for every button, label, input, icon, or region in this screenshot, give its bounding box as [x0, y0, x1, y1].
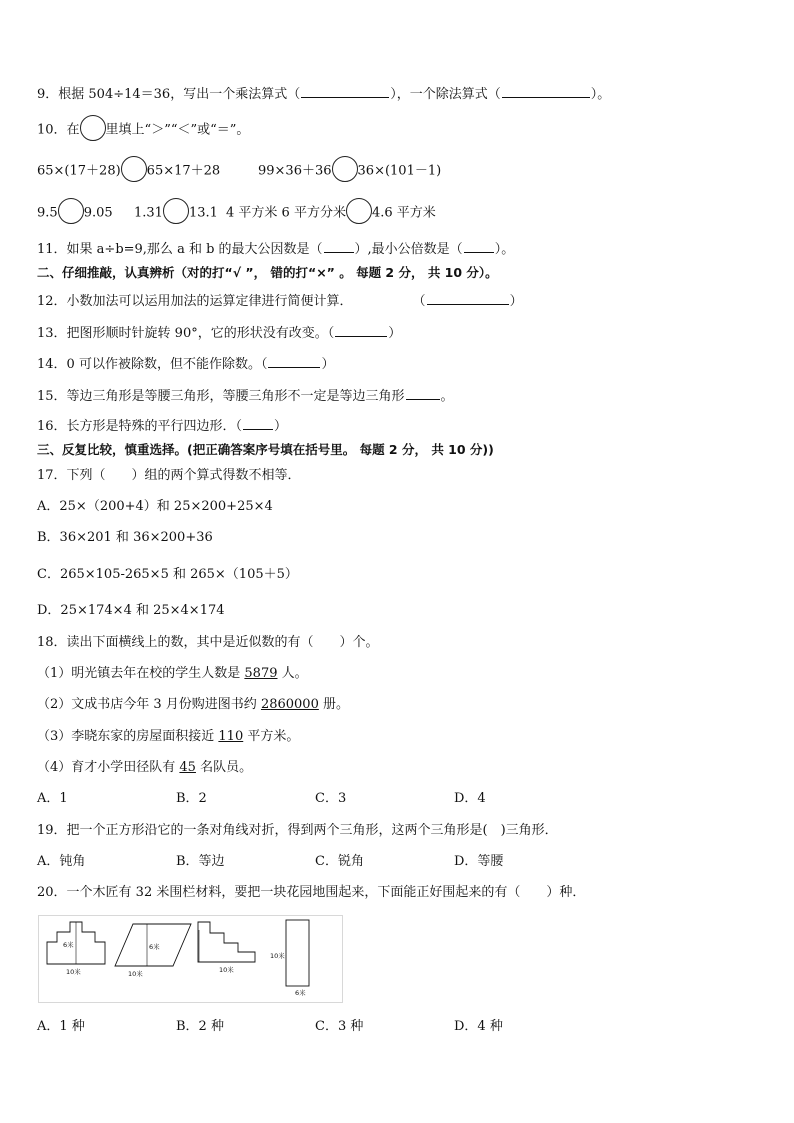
q12-answer-blank[interactable]	[427, 290, 509, 305]
q18-stem: 18．读出下面横线上的数，其中是近似数的有（ ）个。	[37, 635, 379, 650]
q19-option-b[interactable]: B．等边	[176, 854, 225, 869]
q19-options	[37, 853, 503, 871]
compare-circle-4[interactable]	[163, 198, 189, 224]
q17-option-b[interactable]: B．36×201 和 36×200+36	[37, 530, 213, 545]
shape-2	[115, 924, 191, 978]
q19-stem: 19．把一个正方形沿它的一条对角线对折，得到两个三角形，这两个三角形是( )三角形．	[37, 823, 558, 838]
q18-item-2-suffix: 册。	[318, 697, 349, 712]
q18-options	[37, 790, 486, 808]
q16-paren-close: ）	[274, 419, 288, 434]
q18-item-3-suffix: 平方米。	[243, 729, 300, 744]
q15-end: 。	[440, 389, 454, 404]
q10-row2-c-right: 4.6 平方米	[371, 205, 436, 221]
compare-circle-1[interactable]	[121, 156, 147, 182]
q18-item-1-suffix: 人。	[277, 666, 308, 681]
q9-text-c: ）。	[590, 87, 611, 102]
q10-intro	[37, 119, 249, 141]
q17-option-d[interactable]: D．25×174×4 和 25×4×174	[37, 603, 225, 618]
q12-text: 12．小数加法可以运用加法的运算定律进行简便计算．	[37, 294, 353, 309]
q15-text: 15．等边三角形是等腰三角形，等腰三角形不一定是等边三角形	[37, 389, 405, 404]
q11-text-c: ）。	[494, 242, 515, 257]
q18-item-3	[37, 728, 299, 746]
q20-option-d[interactable]: D．4 种	[454, 1019, 503, 1034]
q18-item-3-number: 110	[218, 729, 244, 744]
q10-intro-b: 里填上“＞”“＜”或“＝”。	[105, 122, 250, 138]
q10-row1-b-right: 36×(101－1)	[357, 163, 442, 179]
shape-4-height-label: 10米	[270, 952, 285, 960]
q10-row2-b-left: 1.31	[134, 205, 163, 221]
q20-stem: 20．一个木匠有 32 米围栏材料，要把一块花园地围起来，下面能正好围起来的有（ ）种．	[37, 885, 586, 900]
shape-3	[198, 922, 255, 974]
shape-4	[270, 920, 309, 997]
q16-line	[37, 415, 287, 436]
q18-option-d[interactable]: D．4	[454, 791, 486, 806]
q12-line	[37, 290, 523, 311]
q9-line	[37, 83, 610, 104]
q9-text-b: ），一个除法算式（	[390, 87, 501, 102]
q18-item-1-prefix: （1）明光镇去年在校的学生人数是	[37, 666, 245, 681]
q10-row1-a-left: 65×(17＋28)	[37, 163, 121, 179]
q18-item-1	[37, 665, 308, 683]
section-2-heading: 二、仔细推敲，认真辨析（对的打“√ ”， 错的打“×” 。 每题 2 分， 共 10 分）。	[37, 265, 498, 280]
compare-circle-5[interactable]	[346, 198, 372, 224]
shape-2-width-label: 10米	[128, 970, 143, 978]
q17-option-c[interactable]: C．265×105-265×5 和 265×（105＋5）	[37, 567, 298, 582]
q20-shapes-svg	[39, 916, 342, 1002]
q10-row2c	[226, 202, 436, 224]
q13-answer-blank[interactable]	[335, 322, 387, 337]
section-3-heading: 三、反复比较，慎重选择。(把正确答案序号填在括号里。 每题 2 分， 共 10 分))	[37, 442, 494, 457]
q18-item-2-prefix: （2）文成书店今年 3 月份购进图书约	[37, 697, 261, 712]
q18-option-c[interactable]: C．3	[315, 791, 347, 806]
q14-text: 14．0 可以作被除数，但不能作除数。（	[37, 357, 268, 372]
q19-option-d[interactable]: D．等腰	[454, 854, 504, 869]
q10-intro-a: 10．在	[37, 122, 80, 138]
q14-line	[37, 353, 334, 374]
q13-line	[37, 322, 401, 343]
q11-lcm-blank[interactable]	[464, 238, 494, 253]
q18-item-1-number: 5879	[244, 666, 278, 681]
q13-paren-close: ）	[388, 326, 402, 341]
q10-row1b	[258, 160, 441, 182]
q16-text: 16．长方形是特殊的平行四边形．（	[37, 419, 243, 434]
q9-text-a: 9．根据 504÷14＝36，写出一个乘法算式（	[37, 87, 301, 102]
q18-item-3-prefix: （3）李晓东家的房屋面积接近	[37, 729, 219, 744]
q11-gcd-blank[interactable]	[324, 238, 354, 253]
q10-row1-a-right: 65×17＋28	[146, 163, 221, 179]
q18-item-2-number: 2860000	[260, 697, 319, 712]
q20-options	[37, 1018, 503, 1036]
compare-circle	[80, 115, 106, 141]
q10-row2a	[37, 202, 113, 224]
q11-text-a: 11．如果 a÷b=9,那么 a 和 b 的最大公因数是（	[37, 242, 323, 257]
q20-option-c[interactable]: C．3 种	[315, 1019, 364, 1034]
q16-answer-blank[interactable]	[243, 415, 273, 430]
shape-1-height-label: 6米	[63, 941, 74, 949]
compare-circle-3[interactable]	[58, 198, 84, 224]
q14-paren-close: ）	[321, 357, 335, 372]
shape-1	[47, 922, 105, 976]
q9-multiplication-blank[interactable]	[301, 83, 389, 98]
q18-option-b[interactable]: B．2	[176, 791, 207, 806]
q10-row2-b-right: 13.1	[188, 205, 218, 221]
q10-row1-b-left: 99×36＋36	[258, 163, 332, 179]
shape-2-height-label: 6米	[149, 943, 160, 951]
q20-shapes-figure	[38, 915, 343, 1003]
q13-text: 13．把图形顺时针旋转 90°，它的形状没有改变。（	[37, 326, 335, 341]
q20-option-b[interactable]: B．2 种	[176, 1019, 224, 1034]
q18-item-4-suffix: 名队员。	[195, 760, 253, 775]
shape-4-width-label: 6米	[295, 989, 306, 997]
q10-row2b	[134, 202, 218, 224]
q11-text-b: ）,最小公倍数是（	[354, 242, 463, 257]
q14-answer-blank[interactable]	[268, 353, 320, 368]
q9-division-blank[interactable]	[502, 83, 590, 98]
q19-option-a[interactable]: A．钝角	[37, 854, 86, 869]
q10-row2-a-right: 9.05	[83, 205, 113, 221]
q10-row1	[37, 160, 220, 182]
q18-item-4-number: 45	[179, 760, 196, 775]
q17-option-a[interactable]: A．25×（200+4）和 25×200+25×4	[37, 499, 273, 514]
q15-answer-blank[interactable]	[406, 385, 440, 400]
shape-1-width-label: 10米	[66, 968, 81, 976]
q12-paren-close: ）	[509, 294, 523, 309]
q18-item-4-prefix: （4）育才小学田径队有	[37, 760, 180, 775]
q15-line	[37, 385, 454, 406]
q18-item-4	[37, 759, 252, 777]
q18-option-a[interactable]: A．1	[37, 791, 68, 806]
shape-3-width-label: 10米	[219, 966, 234, 974]
q10-row2-a-left: 9.5	[37, 205, 58, 221]
compare-circle-2[interactable]	[332, 156, 358, 182]
q10-row2-c-left: 4 平方米 6 平方分米	[226, 205, 346, 221]
q19-option-c[interactable]: C．锐角	[315, 854, 364, 869]
q20-option-a[interactable]: A．1 种	[37, 1019, 85, 1034]
q17-stem: 17．下列（ ）组的两个算式得数不相等．	[37, 468, 301, 483]
q12-paren-open: （	[412, 294, 426, 309]
q11-line	[37, 238, 514, 259]
q18-item-2	[37, 696, 349, 714]
